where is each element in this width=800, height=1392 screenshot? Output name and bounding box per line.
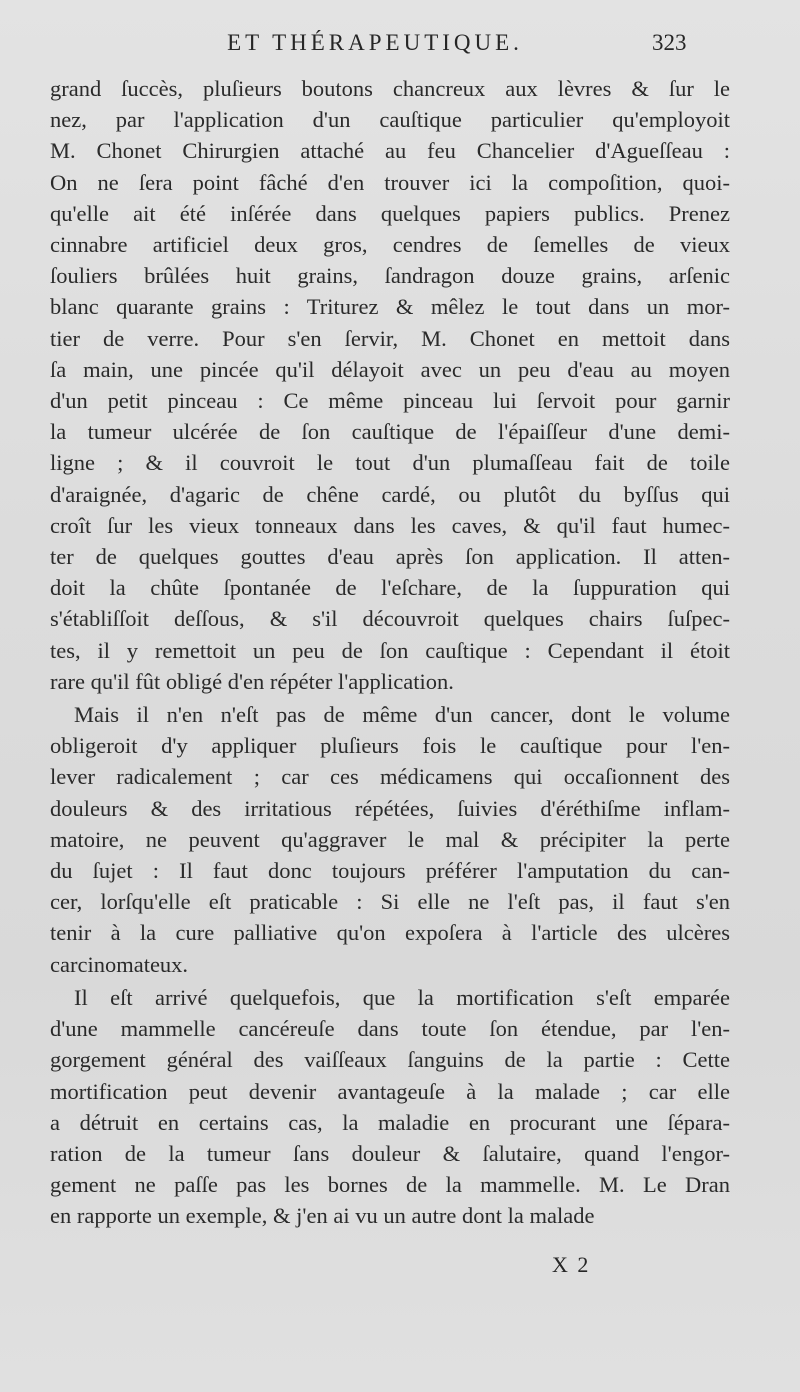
text-line: d'un petit pinceau : Ce même pinceau lui ſervoit pour garnir: [50, 388, 730, 414]
text-line: croît ſur les vieux tonneaux dans les caves, & qu'il faut humec-: [50, 512, 730, 538]
text-line: nez, par l'application d'un cauſtique particulier qu'employoit: [50, 107, 730, 133]
text-line: ſouliers brûlées huit grains, ſandragon douze grains, arſenic: [50, 263, 730, 289]
text-line: la tumeur ulcérée de ſon cauſtique de l'épaiſſeur d'une demi-: [50, 419, 730, 445]
body-text: [50, 73, 730, 1232]
text-line: s'établiſſoit deſſous, & s'il découvroit quelques chairs ſuſpec-: [50, 606, 730, 632]
text-line: doit la chûte ſpontanée de l'eſchare, de la ſuppuration qui: [50, 575, 730, 601]
text-line: en rapporte un exemple, & j'en ai vu un autre dont la malade: [50, 1203, 595, 1229]
text-line: gement ne paſſe pas les bornes de la mammelle. M. Le Dran: [50, 1172, 730, 1198]
text-line: cer, lorſqu'elle eſt praticable : Si elle ne l'eſt pas, il faut s'en: [50, 889, 730, 915]
running-head: ET THÉRAPEUTIQUE.: [227, 30, 523, 55]
text-line: d'araignée, d'agaric de chêne cardé, ou plutôt du byſſus qui: [50, 481, 730, 507]
text-line: Il eſt arrivé quelquefois, que la mortification s'eſt emparée: [74, 984, 730, 1010]
text-line: rare qu'il fût obligé d'en répéter l'application.: [50, 668, 454, 694]
signature-mark: X 2: [552, 1252, 591, 1277]
text-line: du ſujet : Il faut donc toujours préférer l'amputation du can-: [50, 858, 730, 884]
page-number: 323: [652, 30, 687, 55]
text-line: ſa main, une pincée qu'il délayoit avec un peu d'eau au moyen: [50, 356, 730, 382]
text-line: tes, il y remettoit un peu de ſon cauſtique : Cependant il étoit: [50, 637, 730, 663]
text-line: grand ſuccès, pluſieurs boutons chancreux aux lèvres & ſur le: [50, 76, 730, 101]
text-line: tenir à la cure palliative qu'on expoſera à l'article des ulcères: [50, 920, 730, 946]
text-line: Mais il n'en n'eſt pas de même d'un cancer, dont le volume: [74, 702, 730, 728]
text-line: blanc quarante grains : Triturez & mêlez le tout dans un mor-: [50, 294, 730, 320]
text-line: carcinomateux.: [50, 951, 189, 977]
text-line: matoire, ne peuvent qu'aggraver le mal & précipiter la perte: [50, 826, 730, 852]
text-line: M. Chonet Chirurgien attaché au feu Chancelier d'Agueſſeau :: [50, 138, 730, 164]
text-line: lever radicalement ; car ces médicamens qui occaſionnent des: [50, 764, 730, 790]
text-line: mortification peut devenir avantageuſe à la malade ; car elle: [50, 1078, 730, 1104]
text-line: obligeroit d'y appliquer pluſieurs fois le cauſtique pour l'en-: [50, 733, 730, 759]
text-line: On ne ſera point fâché d'en trouver ici la compoſition, quoi-: [50, 169, 730, 195]
text-line: ration de la tumeur ſans douleur & ſalutaire, quand l'engor-: [50, 1140, 730, 1166]
text-line: tier de verre. Pour s'en ſervir, M. Chonet en mettoit dans: [50, 325, 730, 351]
text-line: gorgement général des vaiſſeaux ſanguins de la partie : Cette: [50, 1047, 730, 1073]
text-line: a détruit en certains cas, la maladie en procurant une ſépara-: [50, 1109, 730, 1135]
text-line: ter de quelques gouttes d'eau après ſon application. Il atten-: [50, 544, 730, 570]
text-line: cinnabre artificiel deux gros, cendres de ſemelles de vieux: [50, 232, 730, 258]
text-line: douleurs & des irritatious répétées, ſuivies d'éréthiſme inflam-: [50, 795, 730, 821]
text-line: ligne ; & il couvroit le tout d'un plumaſſeau fait de toile: [50, 450, 730, 476]
text-line: qu'elle ait été inſérée dans quelques papiers publics. Prenez: [50, 200, 730, 226]
text-line: d'une mammelle cancéreuſe dans toute ſon étendue, par l'en-: [50, 1016, 730, 1042]
